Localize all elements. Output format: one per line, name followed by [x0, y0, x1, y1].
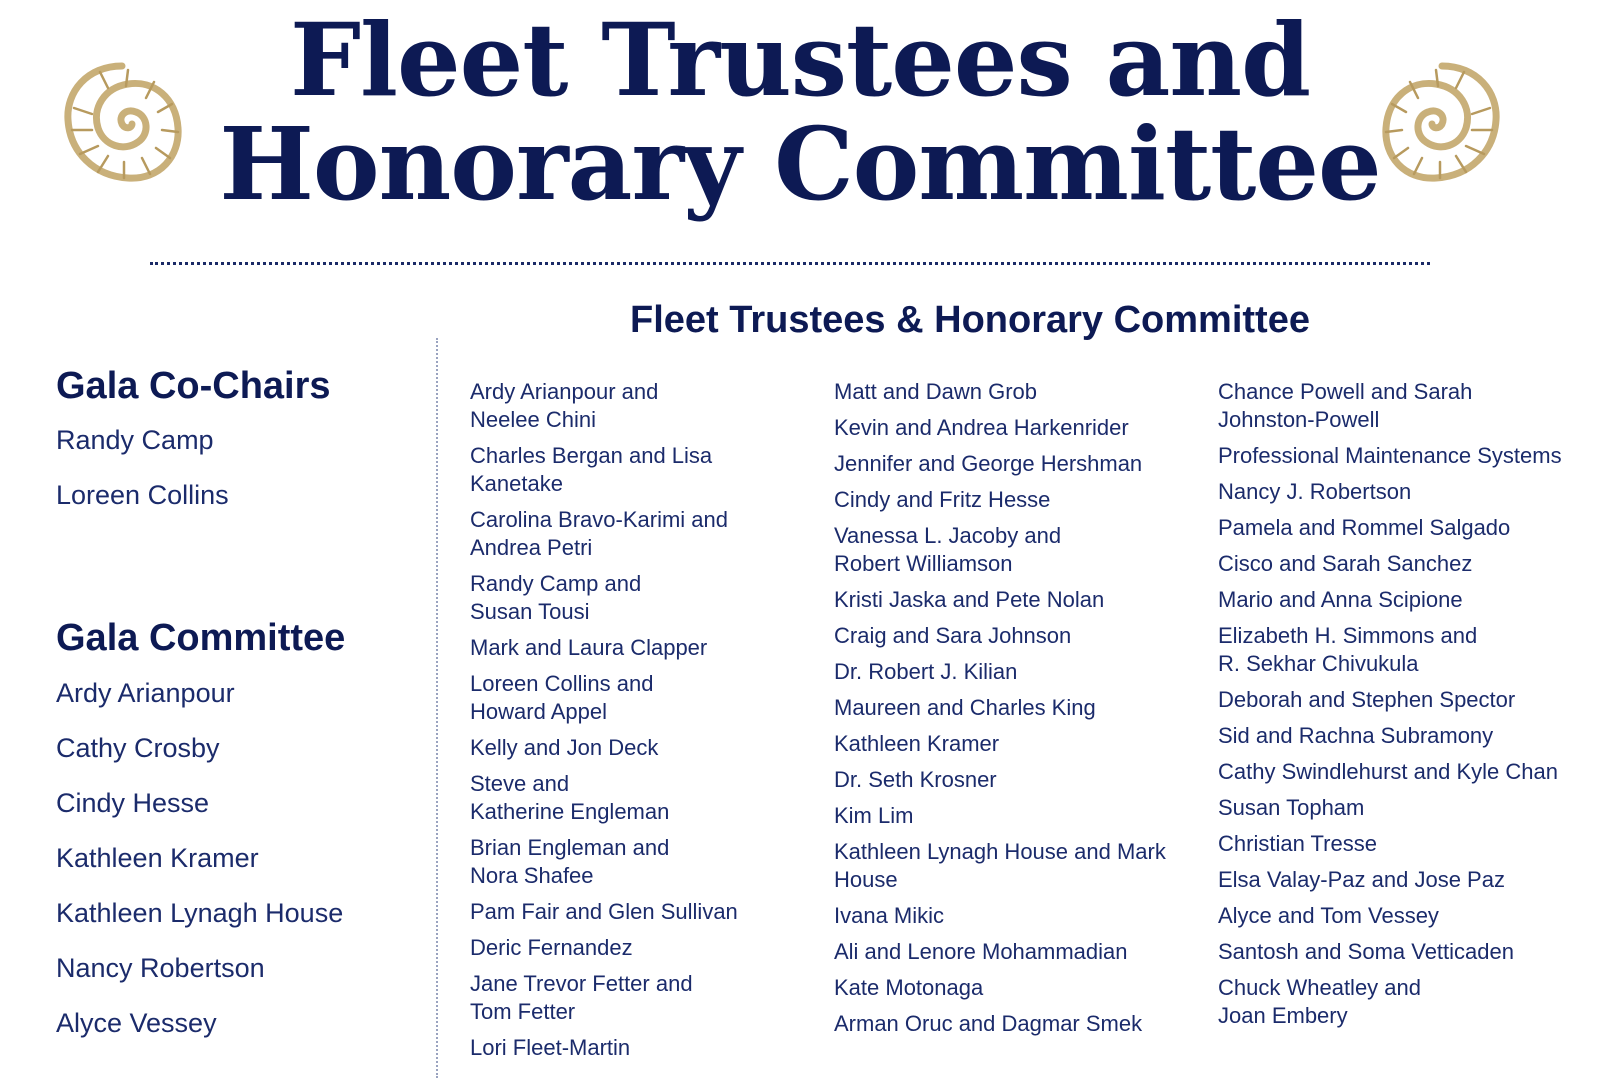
trustee-name: Charles Bergan and Lisa Kanetake: [470, 443, 713, 496]
trustee-name: Mark and Laura Clapper: [470, 635, 708, 660]
page-title-line-1: Fleet Trustees and: [289, 1, 1311, 119]
trustee-name: Randy Camp and Susan Tousi: [470, 571, 642, 624]
committee-member-name: Alyce Vessey: [56, 1008, 217, 1038]
trustee-name: Lori Fleet-Martin: [470, 1035, 631, 1060]
trustee-name: Dr. Robert J. Kilian: [834, 659, 1018, 684]
trustee-name: Jennifer and George Hershman: [834, 451, 1143, 476]
trustee-name: Kathleen Kramer: [834, 731, 1000, 756]
trustee-name: Chance Powell and Sarah Johnston-Powell: [1218, 379, 1473, 432]
trustee-name: Kate Motonaga: [834, 975, 984, 1000]
trustee-name: Kevin and Andrea Harkenrider: [834, 415, 1129, 440]
trustee-name: Steve and Katherine Engleman: [470, 771, 670, 824]
trustee-name: Sid and Rachna Subramony: [1218, 723, 1494, 748]
trustee-name: Christian Tresse: [1218, 831, 1377, 856]
committee-member-name: Cathy Crosby: [56, 733, 220, 763]
gala-co-chairs-list: [56, 425, 229, 535]
gala-committee-heading: Gala Committee: [56, 617, 346, 659]
committee-member-name: Kathleen Lynagh House: [56, 898, 344, 928]
trustee-name: Carolina Bravo-Karimi and Andrea Petri: [470, 507, 728, 560]
co-chair-name: Randy Camp: [56, 425, 214, 455]
trustees-heading: Fleet Trustees & Honorary Committee: [630, 299, 1310, 341]
trustee-name: Dr. Seth Krosner: [834, 767, 997, 792]
trustee-name: Mario and Anna Scipione: [1218, 587, 1463, 612]
trustee-name: Brian Engleman and Nora Shafee: [470, 835, 670, 888]
trustee-name: Nancy J. Robertson: [1218, 479, 1412, 504]
page-title-line-2: Honorary Committee: [219, 105, 1381, 223]
trustee-name: Kim Lim: [834, 803, 914, 828]
trustee-name: Craig and Sara Johnson: [834, 623, 1072, 648]
trustee-name: Professional Maintenance Systems: [1218, 443, 1562, 468]
vertical-dotted-divider: [436, 338, 438, 1078]
trustee-name: Santosh and Soma Vetticaden: [1218, 939, 1514, 964]
trustee-name: Jane Trevor Fetter and Tom Fetter: [470, 971, 693, 1024]
trustee-name: Cathy Swindlehurst and Kyle Chan: [1218, 759, 1558, 784]
trustee-name: Alyce and Tom Vessey: [1218, 903, 1439, 928]
horizontal-dotted-divider: [150, 262, 1430, 265]
trustee-name: Elizabeth H. Simmons and R. Sekhar Chivukula: [1218, 623, 1478, 676]
trustee-name: Maureen and Charles King: [834, 695, 1096, 720]
gala-co-chairs-heading: Gala Co-Chairs: [56, 365, 331, 407]
trustee-name: Ardy Arianpour and Neelee Chini: [470, 379, 659, 432]
committee-member-name: Cindy Hesse: [56, 788, 210, 818]
trustee-name: Kristi Jaska and Pete Nolan: [834, 587, 1105, 612]
page-title: [200, 1, 1400, 223]
trustee-name: Arman Oruc and Dagmar Smek: [834, 1011, 1143, 1036]
nautilus-shell-icon: [62, 58, 184, 186]
trustee-name: Vanessa L. Jacoby and Robert Williamson: [834, 523, 1062, 576]
trustee-name: Ivana Mikic: [834, 903, 945, 928]
trustees-column-3: [1218, 378, 1598, 1038]
trustee-name: Pamela and Rommel Salgado: [1218, 515, 1511, 540]
trustee-name: Ali and Lenore Mohammadian: [834, 939, 1128, 964]
co-chair-name: Loreen Collins: [56, 480, 229, 510]
trustee-name: Matt and Dawn Grob: [834, 379, 1037, 404]
committee-member-name: Kathleen Kramer: [56, 843, 259, 873]
trustee-name: Chuck Wheatley and Joan Embery: [1218, 975, 1421, 1028]
committee-member-name: Ardy Arianpour: [56, 678, 235, 708]
trustee-name: Deborah and Stephen Spector: [1218, 687, 1516, 712]
trustee-name: Pam Fair and Glen Sullivan: [470, 899, 738, 924]
trustees-column-1: [470, 378, 810, 1070]
trustee-name: Cindy and Fritz Hesse: [834, 487, 1051, 512]
trustee-name: Kathleen Lynagh House and Mark House: [834, 839, 1166, 892]
trustee-name: Loreen Collins and Howard Appel: [470, 671, 654, 724]
trustee-name: Elsa Valay-Paz and Jose Paz: [1218, 867, 1505, 892]
gala-committee-list: [56, 678, 343, 1063]
committee-member-name: Nancy Robertson: [56, 953, 265, 983]
trustee-name: Susan Topham: [1218, 795, 1365, 820]
trustee-name: Kelly and Jon Deck: [470, 735, 659, 760]
trustee-name: Deric Fernandez: [470, 935, 633, 960]
trustee-name: Cisco and Sarah Sanchez: [1218, 551, 1473, 576]
trustees-column-2: [834, 378, 1204, 1046]
